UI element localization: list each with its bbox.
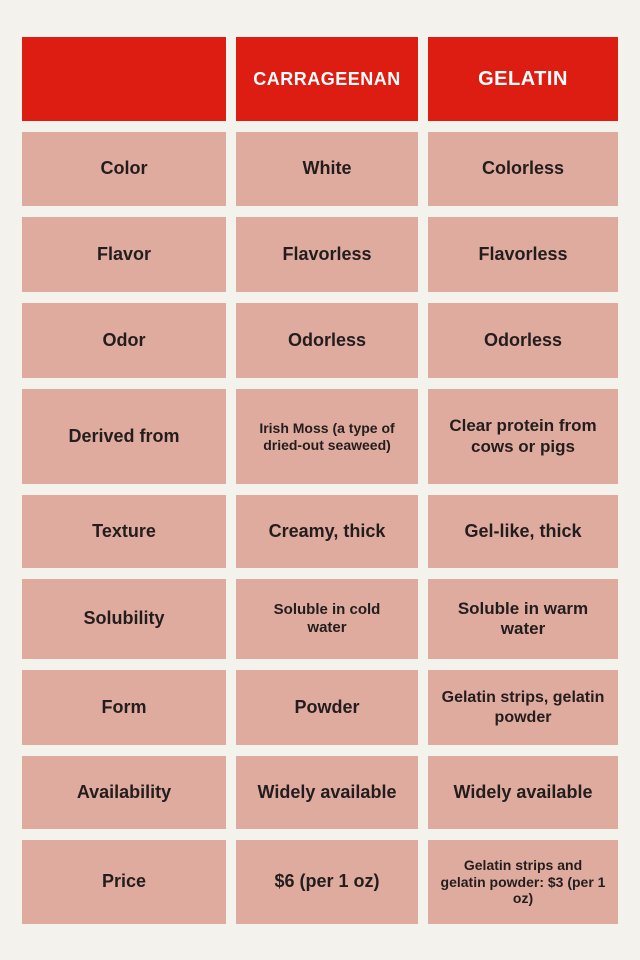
row-label-odor: Odor bbox=[22, 303, 226, 378]
header-gelatin: GELATIN bbox=[428, 37, 618, 121]
carrageenan-form-value: Powder bbox=[236, 670, 418, 745]
row-label-flavor: Flavor bbox=[22, 217, 226, 292]
row-label-solubility: Solubility bbox=[22, 579, 226, 659]
header-carrageenan: CARRAGEENAN bbox=[236, 37, 418, 121]
row-label-derived-from: Derived from bbox=[22, 389, 226, 484]
carrageenan-color-value: White bbox=[236, 132, 418, 206]
gelatin-odor-value: Odorless bbox=[428, 303, 618, 378]
header-corner-cell bbox=[22, 37, 226, 121]
carrageenan-odor-value: Odorless bbox=[236, 303, 418, 378]
row-label-color: Color bbox=[22, 132, 226, 206]
row-label-form: Form bbox=[22, 670, 226, 745]
gelatin-texture-value: Gel-like, thick bbox=[428, 495, 618, 568]
carrageenan-flavor-value: Flavorless bbox=[236, 217, 418, 292]
gelatin-price-value: Gelatin strips and gelatin powder: $3 (per 1 oz) bbox=[428, 840, 618, 924]
gelatin-availability-value: Widely available bbox=[428, 756, 618, 829]
carrageenan-availability-value: Widely available bbox=[236, 756, 418, 829]
gelatin-form-value: Gelatin strips, gelatin powder bbox=[428, 670, 618, 745]
carrageenan-texture-value: Creamy, thick bbox=[236, 495, 418, 568]
row-label-texture: Texture bbox=[22, 495, 226, 568]
carrageenan-solubility-value: Soluble in cold water bbox=[236, 579, 418, 659]
carrageenan-price-value: $6 (per 1 oz) bbox=[236, 840, 418, 924]
carrageenan-derived-from-value: Irish Moss (a type of dried-out seaweed) bbox=[236, 389, 418, 484]
gelatin-flavor-value: Flavorless bbox=[428, 217, 618, 292]
gelatin-derived-from-value: Clear protein from cows or pigs bbox=[428, 389, 618, 484]
row-label-availability: Availability bbox=[22, 756, 226, 829]
gelatin-color-value: Colorless bbox=[428, 132, 618, 206]
row-label-price: Price bbox=[22, 840, 226, 924]
gelatin-solubility-value: Soluble in warm water bbox=[428, 579, 618, 659]
